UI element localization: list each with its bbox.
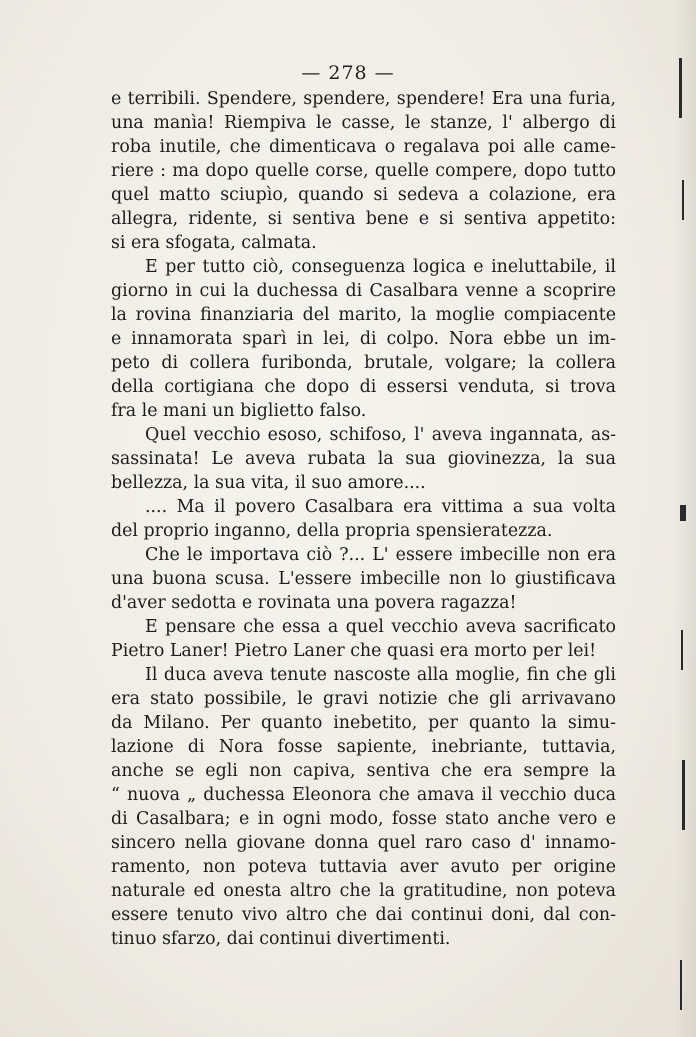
- text-line: lazione di Nora fosse sapiente, inebriante, tuttavia,: [111, 737, 616, 757]
- text-line: Pietro Laner! Pietro Laner che quasi era morto per lei!: [111, 641, 597, 661]
- text-line: ramento, non poteva tuttavia aver avuto per origine: [111, 857, 616, 877]
- text-line: Quel vecchio esoso, schifoso, l' aveva ingannata, as-: [145, 425, 616, 445]
- edge-mark-3: [680, 505, 686, 521]
- text-line: Il duca aveva tenute nascoste alla moglie, fin che gli: [145, 665, 616, 685]
- text-line: Che le importava ciò ?... L' essere imbecille non era: [145, 545, 616, 565]
- text-line: bellezza, la sua vita, il suo amore....: [111, 473, 426, 493]
- text-line: roba inutile, che dimenticava o regalava poi alle came-: [111, 137, 616, 157]
- text-line: e terribili. Spendere, spendere, spendere! Era una furia,: [111, 89, 616, 109]
- text-line: “ nuova „ duchessa Eleonora che amava il vecchio duca: [111, 785, 616, 805]
- text-line: della cortigiana che dopo di essersi venduta, si trova: [111, 377, 616, 397]
- text-line: di Casalbara; e in ogni modo, fosse stato anche vero e: [111, 809, 616, 829]
- body-text: [111, 87, 616, 951]
- edge-mark-5: [682, 760, 685, 830]
- text-line: del proprio inganno, della propria spensieratezza.: [111, 521, 553, 541]
- edge-mark-6: [680, 960, 682, 1010]
- text-line: E per tutto ciò, conseguenza logica e ineluttabile, il: [145, 257, 616, 277]
- text-line: sassinata! Le aveva rubata la sua giovinezza, la sua: [111, 449, 616, 469]
- text-line: naturale ed onesta altro che la gratitudine, non poteva: [111, 881, 616, 901]
- text-line: una manìa! Riempiva le casse, le stanze, l' albergo di: [111, 113, 616, 133]
- text-line: allegra, ridente, si sentiva bene e si sentiva appetito:: [111, 209, 616, 229]
- text-line: sincero nella giovane donna quel raro caso d' innamo-: [111, 833, 616, 853]
- text-line: d'aver sedotta e rovinata una povera ragazza!: [111, 593, 517, 613]
- text-line: giorno in cui la duchessa di Casalbara venne a scoprire: [111, 281, 616, 301]
- text-line: da Milano. Per quanto inebetito, per quanto la simu-: [111, 713, 616, 733]
- edge-mark-2: [682, 180, 684, 220]
- text-line: una buona scusa. L'essere imbecille non lo giustificava: [111, 569, 616, 589]
- text-line: fra le mani un biglietto falso.: [111, 401, 367, 421]
- text-line: essere tenuto vivo altro che dai continui doni, dal con-: [111, 905, 616, 925]
- text-line: era stato possibile, le gravi notizie che gli arrivavano: [111, 689, 616, 709]
- text-line: la rovina finanziaria del marito, la moglie compiacente: [111, 305, 616, 325]
- edge-mark-4: [681, 630, 683, 670]
- page-number: — 278 —: [301, 62, 395, 84]
- text-line: .... Ma il povero Casalbara era vittima a sua volta: [145, 497, 616, 517]
- text-line: riere : ma dopo quelle corse, quelle compere, dopo tutto: [111, 161, 616, 181]
- text-line: e innamorata sparì in lei, di colpo. Nora ebbe un im-: [111, 329, 616, 349]
- text-line: quel matto sciupìo, quando si sedeva a colazione, era: [111, 185, 616, 205]
- text-line: peto di collera furibonda, brutale, volgare; la collera: [111, 353, 616, 373]
- text-line: anche se egli non capiva, sentiva che era sempre la: [111, 761, 616, 781]
- text-line: tinuo sfarzo, dai continui divertimenti.: [111, 929, 451, 949]
- text-line: si era sfogata, calmata.: [111, 233, 317, 253]
- text-line: E pensare che essa a quel vecchio aveva sacrificato: [145, 617, 616, 637]
